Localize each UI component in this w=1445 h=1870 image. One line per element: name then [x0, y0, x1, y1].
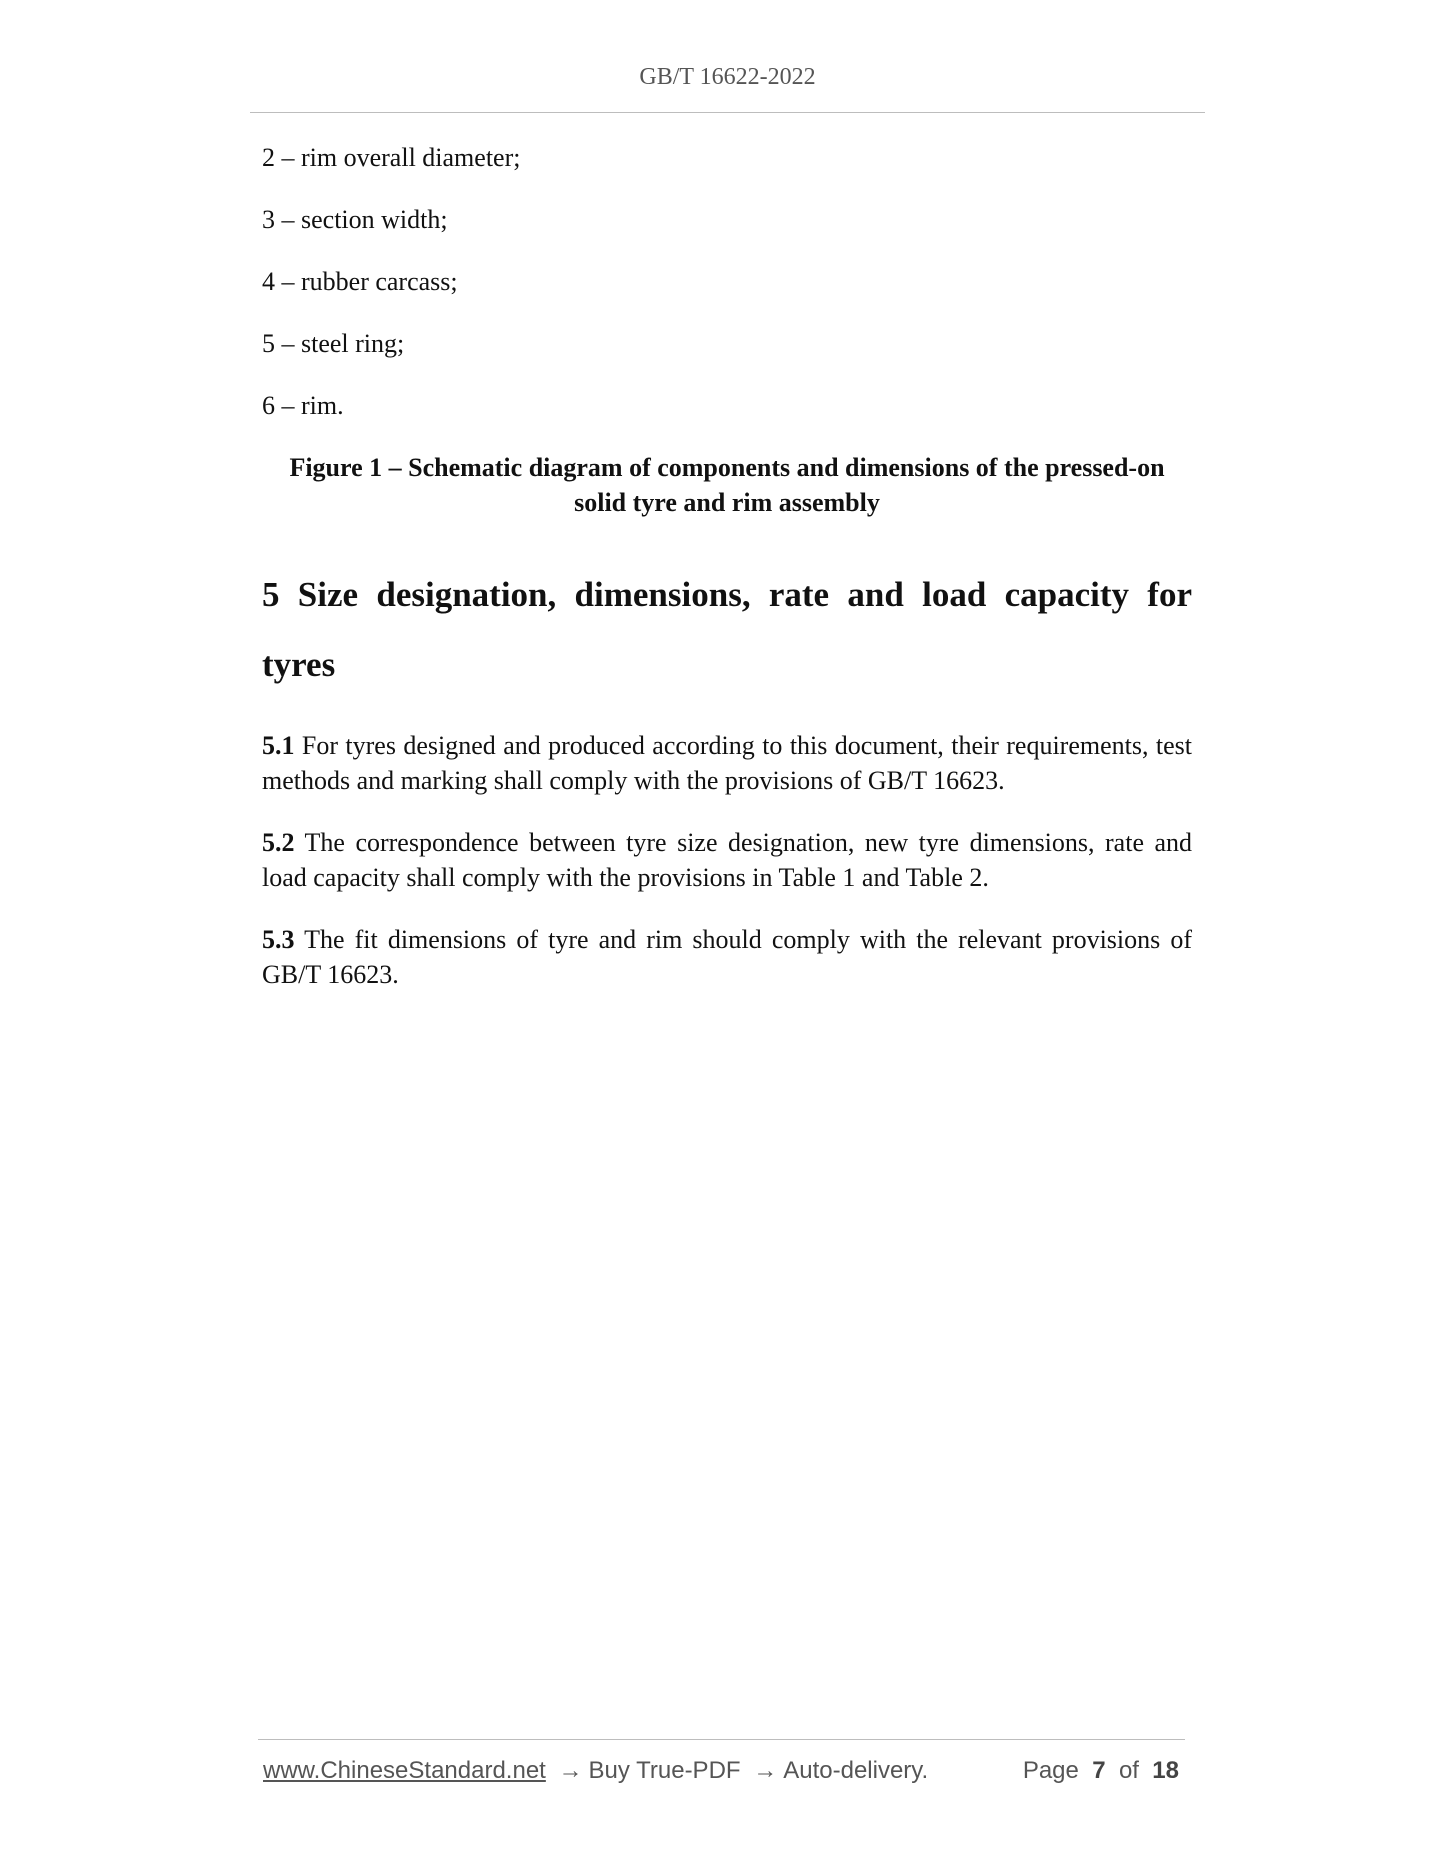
header-divider — [250, 112, 1205, 113]
section-heading: 5 Size designation, dimensions, rate and load capacity for tyres — [262, 575, 1192, 684]
footer-promo — [263, 1757, 928, 1785]
page-footer — [263, 1757, 1183, 1791]
clause-text: For tyres designed and produced according to this document, their requirements, test methods and marking shall comply with the provisions of GB/T 16623. — [262, 731, 1192, 795]
figure-caption-line-1: Figure 1 – Schematic diagram of components and dimensions of the pressed-on — [289, 453, 1165, 482]
of-label: of — [1118, 1757, 1139, 1784]
page-label: Page — [1022, 1757, 1079, 1784]
footer-divider — [258, 1739, 1185, 1740]
figure-legend-item: 2 – rim overall diameter; — [262, 143, 521, 172]
clause-5-1 — [262, 728, 1192, 798]
figure-legend-item: 6 – rim. — [262, 391, 344, 420]
clause-5-3 — [262, 922, 1192, 992]
clause-number: 5.2 — [262, 828, 295, 857]
delivery-text: Auto-delivery. — [783, 1757, 929, 1784]
figure-caption — [262, 450, 1192, 520]
clause-text: The fit dimensions of tyre and rim should comply with the relevant provisions of GB/T 16623. — [262, 925, 1192, 989]
clause-text: The correspondence between tyre size designation, new tyre dimensions, rate and load capacity shall comply with the provisions in Table 1 and Table 2. — [262, 828, 1193, 892]
arrow-right-icon: → — [558, 1757, 583, 1784]
arrow-right-icon: → — [753, 1757, 778, 1784]
figure-legend-item: 4 – rubber carcass; — [262, 267, 458, 296]
page-total: 18 — [1152, 1757, 1179, 1784]
page-indicator — [1023, 1757, 1179, 1785]
figure-legend-item: 5 – steel ring; — [262, 329, 405, 358]
page-current: 7 — [1092, 1757, 1106, 1784]
clause-number: 5.3 — [262, 925, 295, 954]
page-content — [262, 140, 1192, 1019]
clause-number: 5.1 — [262, 731, 295, 760]
figure-caption-line-2: solid tyre and rim assembly — [574, 488, 880, 517]
website-link[interactable]: www.ChineseStandard.net — [263, 1757, 546, 1784]
clause-5-2 — [262, 825, 1192, 895]
buy-text: Buy True-PDF — [588, 1757, 741, 1784]
running-header: GB/T 16622-2022 — [639, 64, 816, 90]
figure-legend-item: 3 – section width; — [262, 205, 448, 234]
